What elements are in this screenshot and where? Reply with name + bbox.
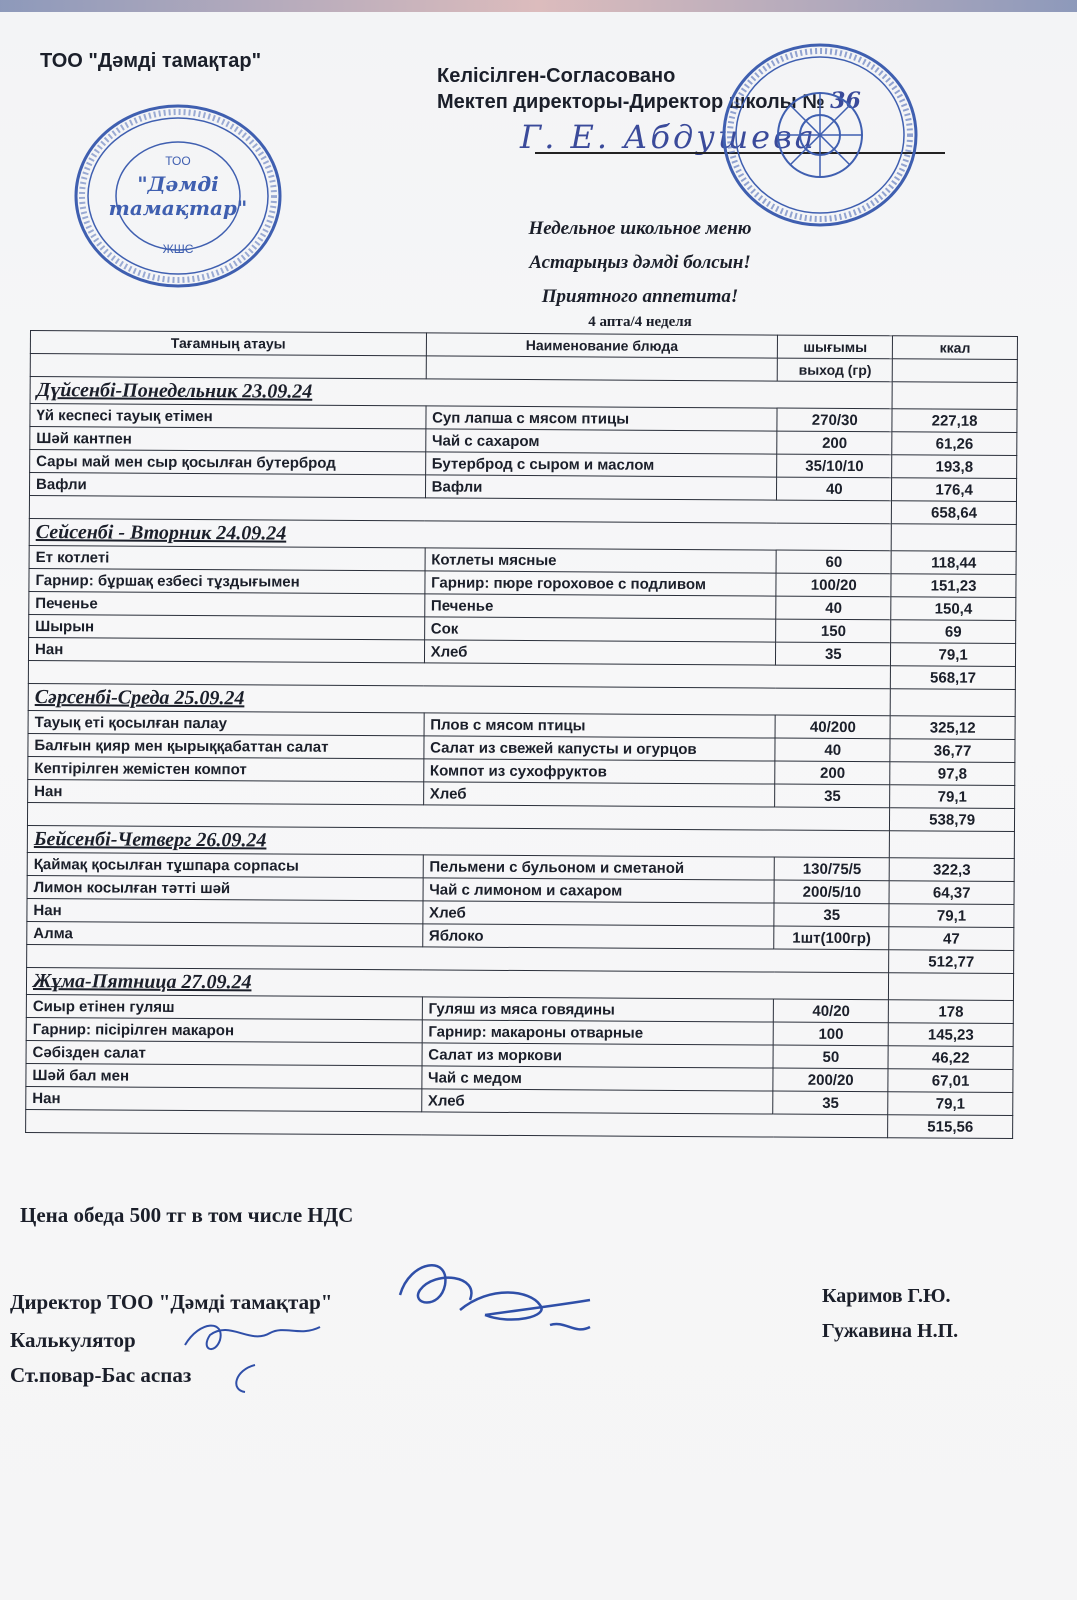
dish-output: 50 [773, 1045, 888, 1069]
day-header-empty [890, 831, 1015, 859]
week-label: 4 апта/4 неделя [588, 314, 692, 330]
dish-kcal: 46,22 [888, 1046, 1013, 1070]
director-label: Директор ТОО "Дәмді тамақтар" [10, 1290, 333, 1314]
school-number: 36 [830, 88, 861, 114]
stamp-bottom-text: ЖШС [162, 242, 194, 256]
photo-top-edge [0, 0, 1077, 12]
day-header-empty [890, 689, 1015, 717]
dish-kcal: 36,77 [890, 739, 1015, 763]
dish-output: 35 [775, 784, 890, 808]
approval-director-label: Мектеп директоры-Директор школы № [437, 91, 825, 113]
day-total-row [26, 1109, 1013, 1138]
dish-name-ru: Хлеб [424, 640, 776, 665]
menu-table [25, 330, 1018, 1139]
dish-kcal: 47 [889, 927, 1014, 951]
dish-output: 200/20 [773, 1068, 888, 1092]
dish-name-kz: Шәй кантпен [30, 427, 426, 452]
dish-name-ru: Котлеты мясные [425, 548, 777, 573]
dish-name-ru: Чай с медом [422, 1066, 774, 1091]
dish-name-ru: Плов с мясом птицы [424, 713, 776, 738]
dish-name-ru: Хлеб [423, 901, 775, 926]
dish-output: 35 [774, 903, 889, 927]
school-stamp [720, 40, 920, 230]
dish-output: 270/30 [777, 408, 892, 432]
dish-kcal: 69 [891, 620, 1016, 644]
dish-kcal: 118,44 [891, 551, 1016, 575]
dish-name-kz: Қаймақ қосылған тұшпара сорпасы [27, 852, 423, 877]
dish-name-ru: Хлеб [423, 782, 775, 807]
dish-output: 200 [775, 761, 890, 785]
dish-kcal: 325,12 [890, 716, 1015, 740]
day-header-empty [891, 524, 1016, 552]
dish-name-ru: Сок [424, 617, 776, 642]
dish-name-kz: Нан [28, 779, 424, 804]
dish-output: 60 [776, 550, 891, 574]
dish-kcal: 79,1 [890, 785, 1015, 809]
dish-name-kz: Нан [28, 637, 424, 662]
dish-output: 35/10/10 [777, 454, 892, 478]
dish-output: 40 [777, 477, 892, 501]
dish-name-ru: Вафли [425, 475, 777, 500]
header-col-output-unit: выход (гр) [778, 358, 893, 382]
day-header-empty [892, 382, 1017, 410]
dish-kcal: 145,23 [888, 1023, 1013, 1047]
dish-name-kz: Вафли [29, 473, 425, 498]
dish-kcal: 151,23 [891, 574, 1016, 598]
dish-name-kz: Сәбізден салат [26, 1040, 422, 1065]
dish-name-ru: Хлеб [421, 1089, 773, 1114]
day-name: Бейсенбі-Четверг 26.09.24 [27, 825, 889, 857]
dish-kcal: 227,18 [892, 409, 1017, 433]
header-col-kz: Тағамның атауы [30, 331, 426, 356]
dish-name-ru: Суп лапша с мясом птицы [426, 406, 778, 431]
company-name: ТОО "Дәмді тамақтар" [40, 50, 262, 72]
menu-table-body [26, 331, 1018, 1139]
day-total-empty [26, 1109, 888, 1137]
dish-kcal: 79,1 [889, 904, 1014, 928]
dish-name-ru: Салат из моркови [422, 1043, 774, 1068]
day-header-empty [889, 973, 1014, 1001]
dish-name-ru: Бутерброд с сыром и маслом [425, 452, 777, 477]
dish-name-kz: Шәй бал мен [26, 1063, 422, 1088]
header-empty-1 [30, 354, 426, 379]
calculator-signature [180, 1315, 330, 1365]
company-stamp [72, 102, 284, 290]
dish-name-kz: Гарнир: пісірілген макарон [26, 1017, 422, 1042]
day-total-kcal: 658,64 [892, 501, 1017, 525]
dish-name-kz: Сары май мен сыр қосылған бутерброд [30, 450, 426, 475]
price-note: Цена обеда 500 тг в том числе НДС [20, 1203, 354, 1227]
chef-signature [225, 1360, 265, 1400]
chef-label: Ст.повар-Бас аспаз [10, 1363, 192, 1387]
day-total-kcal: 538,79 [890, 808, 1015, 832]
calculator-label: Калькулятор [10, 1328, 136, 1352]
dish-name-kz: Шырын [29, 614, 425, 639]
dish-kcal: 193,8 [892, 455, 1017, 479]
dish-name-ru: Компот из сухофруктов [423, 759, 775, 784]
heading-wish-kz: Астарыңыз дәмді болсын! [529, 252, 751, 273]
dish-name-kz: Гарнир: бұршақ езбесі тұздығымен [29, 568, 425, 593]
dish-output: 200/5/10 [774, 880, 889, 904]
day-name: Дүйсенбі-Понедельник 23.09.24 [30, 377, 892, 409]
header-empty-3 [892, 359, 1017, 383]
dish-kcal: 176,4 [892, 478, 1017, 502]
dish-name-kz: Печенье [29, 591, 425, 616]
dish-name-kz: Сиыр етінен гуляш [26, 994, 422, 1019]
dish-kcal: 322,3 [889, 858, 1014, 882]
heading-wish-ru: Приятного аппетита! [541, 286, 739, 307]
director-name: Каримов Г.Ю. [822, 1285, 951, 1307]
dish-output: 35 [776, 642, 891, 666]
dish-kcal: 150,4 [891, 597, 1016, 621]
calculator-name: Гужавина Н.П. [822, 1320, 959, 1342]
dish-kcal: 67,01 [888, 1069, 1013, 1093]
dish-name-ru: Чай с лимоном и сахаром [423, 878, 775, 903]
dish-name-kz: Нан [27, 898, 423, 923]
dish-name-ru: Печенье [424, 594, 776, 619]
dish-output: 100 [774, 1022, 889, 1046]
stamp-brand-2: тамақтар" [108, 196, 248, 220]
approval-signature-name: Г. Е. Абдушева [520, 118, 817, 156]
dish-name-kz: Алма [27, 921, 423, 946]
day-name: Жұма-Пятница 27.09.24 [26, 967, 888, 999]
dish-kcal: 178 [889, 1000, 1014, 1024]
dish-output: 40 [775, 738, 890, 762]
dish-output: 150 [776, 619, 891, 643]
day-name: Сәрсенбі-Среда 25.09.24 [28, 683, 890, 715]
dish-name-ru: Пельмени с бульоном и сметаной [423, 855, 775, 880]
header-col-kcal: ккал [893, 336, 1018, 360]
dish-name-kz: Балғын қияр мен қырыққабаттан салат [28, 733, 424, 758]
dish-kcal: 97,8 [890, 762, 1015, 786]
dish-name-ru: Яблоко [422, 924, 774, 949]
dish-output: 100/20 [776, 573, 891, 597]
dish-output: 40/200 [775, 715, 890, 739]
header-col-ru: Наименование блюда [426, 333, 778, 358]
header-empty-2 [426, 356, 778, 381]
school-stamp-graphic [720, 40, 920, 230]
dish-name-ru: Гарнир: пюре гороховое с подливом [425, 571, 777, 596]
director-signature [390, 1255, 620, 1355]
heading-menu: Недельное школьное меню [528, 218, 752, 239]
dish-name-kz: Нан [26, 1086, 422, 1111]
dish-kcal: 79,1 [888, 1092, 1013, 1116]
stamp-brand-1: "Дәмді [137, 172, 219, 196]
dish-name-kz: Лимон косылған тәтті шәй [27, 875, 423, 900]
dish-name-ru: Гуляш из мяса говядины [422, 997, 774, 1022]
dish-output: 1шт(100гр) [774, 926, 889, 950]
dish-output: 130/75/5 [775, 857, 890, 881]
day-total-kcal: 515,56 [888, 1115, 1013, 1139]
dish-name-ru: Чай с сахаром [425, 429, 777, 454]
dish-name-kz: Үй кеспесі тауық етімен [30, 404, 426, 429]
dish-name-ru: Салат из свежей капусты и огурцов [424, 736, 776, 761]
stamp-top-text: ТОО [165, 154, 191, 168]
day-total-kcal: 512,77 [889, 950, 1014, 974]
dish-output: 35 [773, 1091, 888, 1115]
dish-name-ru: Гарнир: макароны отварные [422, 1020, 774, 1045]
dish-name-kz: Ет котлеті [29, 545, 425, 570]
approval-line-1: Келісілген-Согласовано [437, 65, 676, 87]
dish-kcal: 64,37 [889, 881, 1014, 905]
dish-kcal: 61,26 [892, 432, 1017, 456]
dish-name-kz: Тауық еті қосылған палау [28, 710, 424, 735]
header-col-output: шығымы [778, 335, 893, 359]
dish-output: 40/20 [774, 999, 889, 1023]
dish-name-kz: Кептірілген жемістен компот [28, 756, 424, 781]
dish-kcal: 79,1 [891, 643, 1016, 667]
dish-output: 40 [776, 596, 891, 620]
dish-output: 200 [777, 431, 892, 455]
day-total-kcal: 568,17 [891, 666, 1016, 690]
day-name: Сейсенбі - Вторник 24.09.24 [29, 518, 891, 550]
